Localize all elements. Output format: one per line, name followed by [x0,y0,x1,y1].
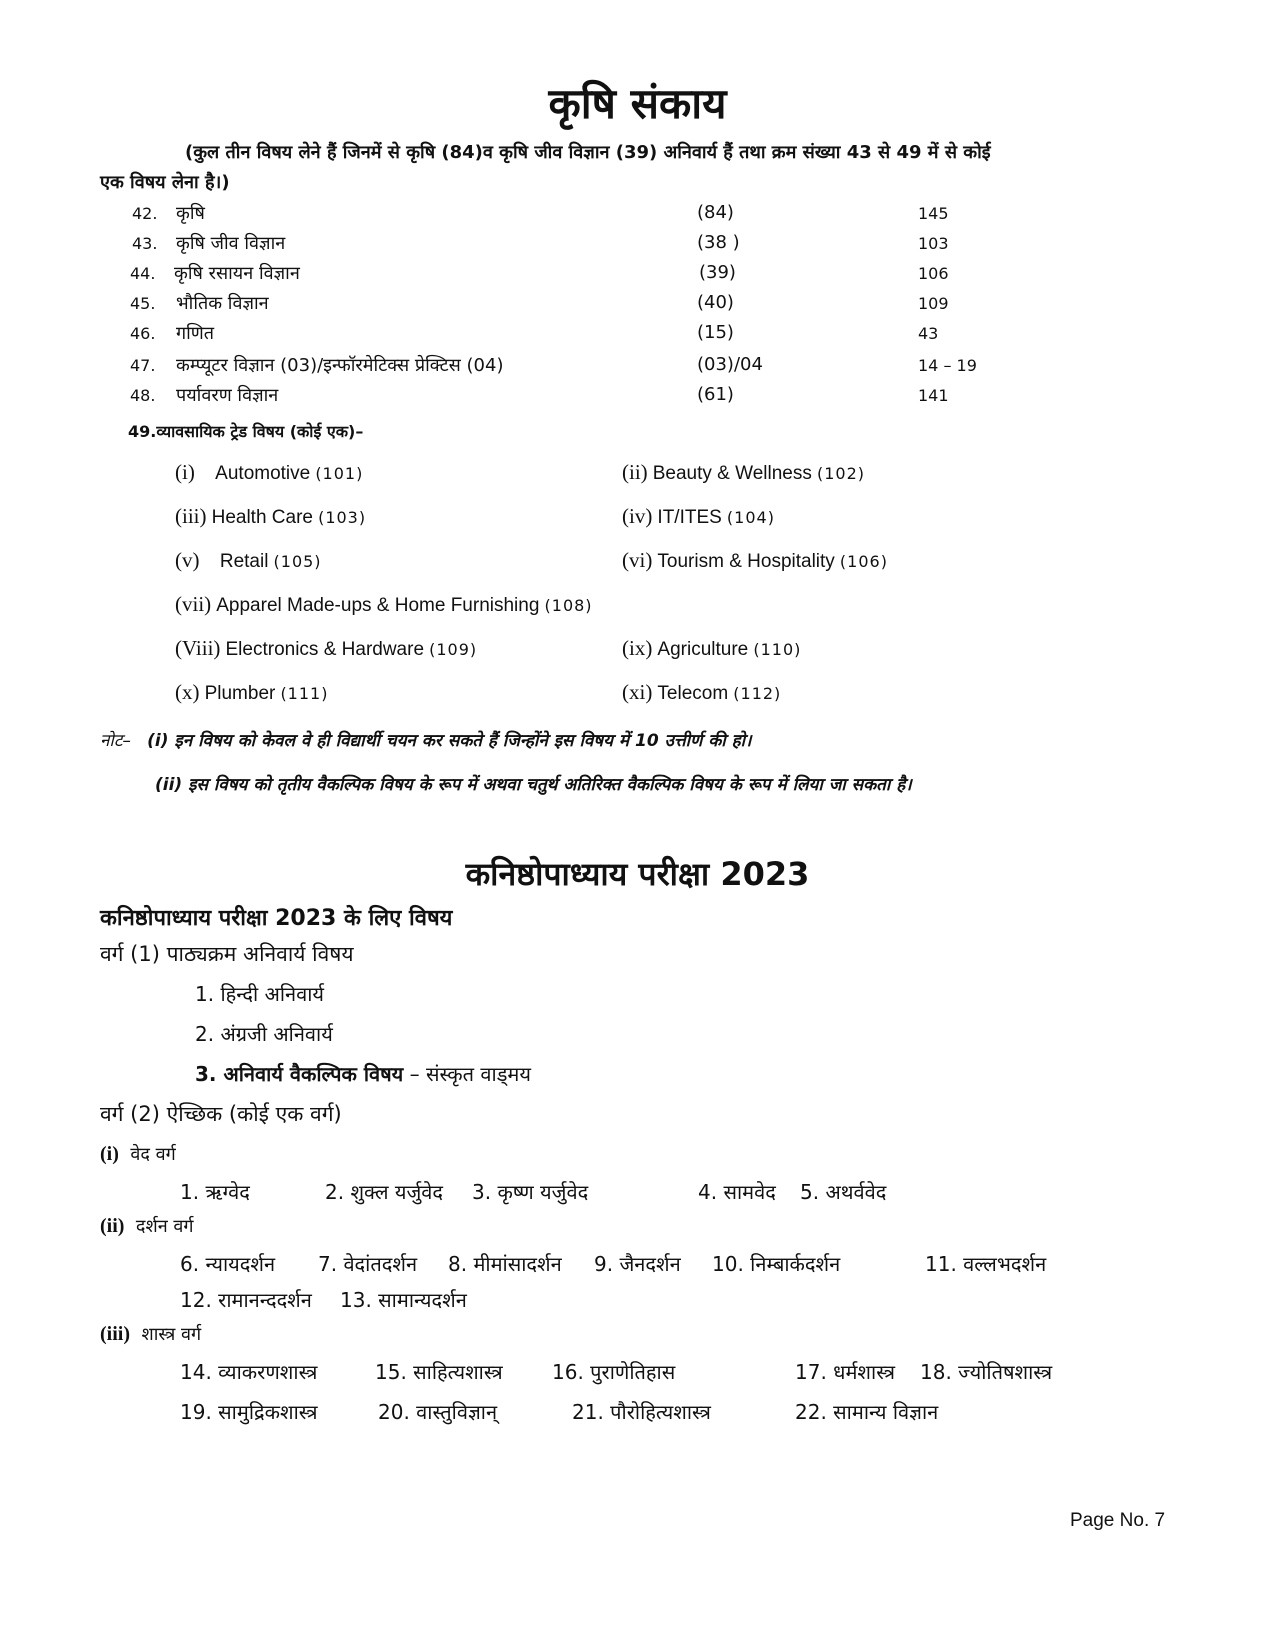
trade-code: (106) [839,552,888,571]
subject-code: (38 ) [697,232,740,253]
trade-code: (102) [816,464,865,483]
trade-roman: (x) [175,680,200,704]
shastra-label: (iii) [100,1323,130,1345]
group2-heading: वर्ग (2) ऐच्छिक (कोई एक वर्ग) [100,1102,342,1126]
list-item: 8. मीमांसादर्शन [448,1252,562,1276]
list-item: 14. व्याकरणशास्त्र [180,1360,318,1384]
list-item: 2. शुक्ल यर्जुवेद [325,1180,444,1204]
trade-item [175,592,593,617]
list-item: 20. वास्तुविज्ञान् [378,1400,498,1424]
trade-label: Apparel Made-ups & Home Furnishing [216,595,540,616]
exam-subtitle: कनिष्ठोपाध्याय परीक्षा 2023 के लिए विषय [100,906,453,931]
page-title: कृषि संकाय [548,79,727,128]
shastra-heading [100,1322,201,1346]
list-item: 3. कृष्ण यर्जुवेद [472,1180,589,1204]
trade-item [175,680,328,705]
list-item: 9. जैनदर्शन [594,1252,681,1276]
subject-number: 43. [132,234,158,253]
trade-label: Plumber [204,683,276,704]
trade-item [622,636,801,661]
subject-number: 48. [130,386,156,405]
subject-name: कृषि जीव विज्ञान [176,233,286,254]
note-text-1: (i) इन विषय को केवल वे ही विद्यार्थी चयन कर सकते हैं जिन्होंने इस विषय में 10 उत्तीर्ण की हो। [147,731,752,751]
exam-title: कनिष्ठोपाध्याय परीक्षा 2023 [465,855,810,893]
subject-name: गणित [176,323,215,344]
trade-label: IT/ITES [657,507,722,528]
subject-name: कृषि रसायन विज्ञान [174,263,300,284]
trade-code: (103) [318,508,367,527]
trade-code: (110) [753,640,802,659]
list-item: 12. रामानन्ददर्शन [180,1288,312,1312]
subject-name: पर्यावरण विज्ञान [176,385,279,406]
group1-heading: वर्ग (1) पाठ्यक्रम अनिवार्य विषय [100,942,354,966]
subject-page: 109 [918,294,949,313]
trade-label: Agriculture [657,639,749,660]
subject-name: कृषि [176,203,205,224]
list-item: 22. सामान्य विज्ञान [795,1400,939,1424]
subject-number: 45. [130,294,156,313]
darshan-heading-text: दर्शन वर्ग [135,1216,194,1237]
list-item: 19. सामुद्रिकशास्त्र [180,1400,318,1424]
subject-page: 14 – 19 [918,356,977,375]
trade-roman: (iv) [622,504,653,528]
trade-code: (104) [726,508,775,527]
list-item: 16. पुराणेतिहास [552,1360,676,1384]
group1-item: 2. अंग्रजी अनिवार्य [195,1022,333,1046]
trade-roman: (xi) [622,680,653,704]
subject-page: 141 [918,386,949,405]
trade-roman: (ii) [622,460,648,484]
trade-label: Electronics & Hardware [225,639,425,660]
subject-code: (39) [699,262,736,283]
subject-page: 106 [918,264,949,283]
trade-label: Health Care [211,507,313,528]
list-item: 21. पौरोहित्यशास्त्र [572,1400,711,1424]
subject-number: 47. [130,356,156,375]
list-item: 7. वेदांतदर्शन [318,1252,418,1276]
trade-item [622,680,781,705]
trade-roman: (vii) [175,592,212,616]
subject-number: 46. [130,324,156,343]
trade-code: (108) [544,596,593,615]
shastra-heading-text: शास्त्र वर्ग [141,1324,202,1345]
trade-item [175,504,366,529]
trade-item [175,548,322,573]
vocational-heading: 49.व्यावसायिक ट्रेड विषय (कोई एक)– [128,422,364,441]
list-item: 15. साहित्यशास्त्र [375,1360,503,1384]
subject-code: (40) [697,292,734,313]
list-item: 10. निम्बार्कदर्शन [712,1252,841,1276]
trade-label: Tourism & Hospitality [657,551,835,572]
trade-item [622,548,888,573]
trade-item [622,504,775,529]
trade-roman: (vi) [622,548,653,572]
trade-label: Retail [219,551,269,572]
page-number: Page No. 7 [1070,1510,1166,1531]
trade-item [175,636,477,661]
trade-label: Telecom [657,683,729,704]
veda-label: (i) [100,1143,119,1165]
list-item: 17. धर्मशास्त्र [795,1360,896,1384]
trade-roman: (iii) [175,504,207,528]
subject-code: (84) [697,202,734,223]
subject-name: कम्प्यूटर विज्ञान (03)/इन्फॉरमेटिक्स प्रेक्टिस (04) [176,355,504,376]
intro-text-line1: (कुल तीन विषय लेने हैं जिनमें से कृषि (84)व कृषि जीव विज्ञान (39) अनिवार्य हैं तथा क्रम संख्या 43 से 49 में से कोई [185,142,991,163]
trade-roman: (i) [175,460,195,484]
group1-item: 1. हिन्दी अनिवार्य [195,982,325,1006]
list-item: 13. सामान्यदर्शन [340,1288,467,1312]
list-item: 11. वल्लभदर्शन [925,1252,1047,1276]
note-line-2: (ii) इस विषय को तृतीय वैकल्पिक विषय के रूप में अथवा चतुर्थ अतिरिक्त वैकल्पिक विषय के रूप में लिया जा सकता है। [155,775,912,795]
trade-code: (105) [273,552,322,571]
trade-roman: (ix) [622,636,653,660]
list-item: 1. ऋग्वेद [180,1180,250,1204]
subject-page: 145 [918,204,949,223]
subject-code: (03)/04 [697,354,763,375]
trade-code: (101) [315,464,364,483]
subject-page: 103 [918,234,949,253]
subject-number: 44. [130,264,156,283]
darshan-heading [100,1214,194,1238]
note-line-1 [100,728,752,751]
group1-item3-label: 3. अनिवार्य वैकल्पिक विषय [195,1062,404,1086]
note-prefix: नोट– [100,731,131,751]
veda-heading [100,1142,176,1166]
list-item: 5. अथर्ववेद [800,1180,887,1204]
trade-item [622,460,865,485]
subject-number: 42. [132,204,158,223]
trade-label: Automotive [215,463,311,484]
list-item: 18. ज्योतिषशास्त्र [920,1360,1053,1384]
trade-item [175,460,363,485]
trade-roman: (v) [175,548,200,572]
trade-code: (111) [280,684,329,703]
trade-label: Beauty & Wellness [652,463,812,484]
group1-item [195,1060,531,1087]
subject-code: (15) [697,322,734,343]
darshan-label: (ii) [100,1215,125,1237]
trade-code: (109) [429,640,478,659]
trade-roman: (Viii) [175,636,221,660]
group1-item3-value: – संस्कृत वाड्मय [403,1062,531,1086]
list-item: 4. सामवेद [698,1180,776,1204]
subject-name: भौतिक विज्ञान [176,293,269,314]
trade-code: (112) [733,684,782,703]
intro-text-line2: एक विषय लेना है।) [100,172,230,193]
list-item: 6. न्यायदर्शन [180,1252,276,1276]
subject-code: (61) [697,384,734,405]
veda-heading-text: वेद वर्ग [130,1144,176,1165]
subject-page: 43 [918,324,939,343]
